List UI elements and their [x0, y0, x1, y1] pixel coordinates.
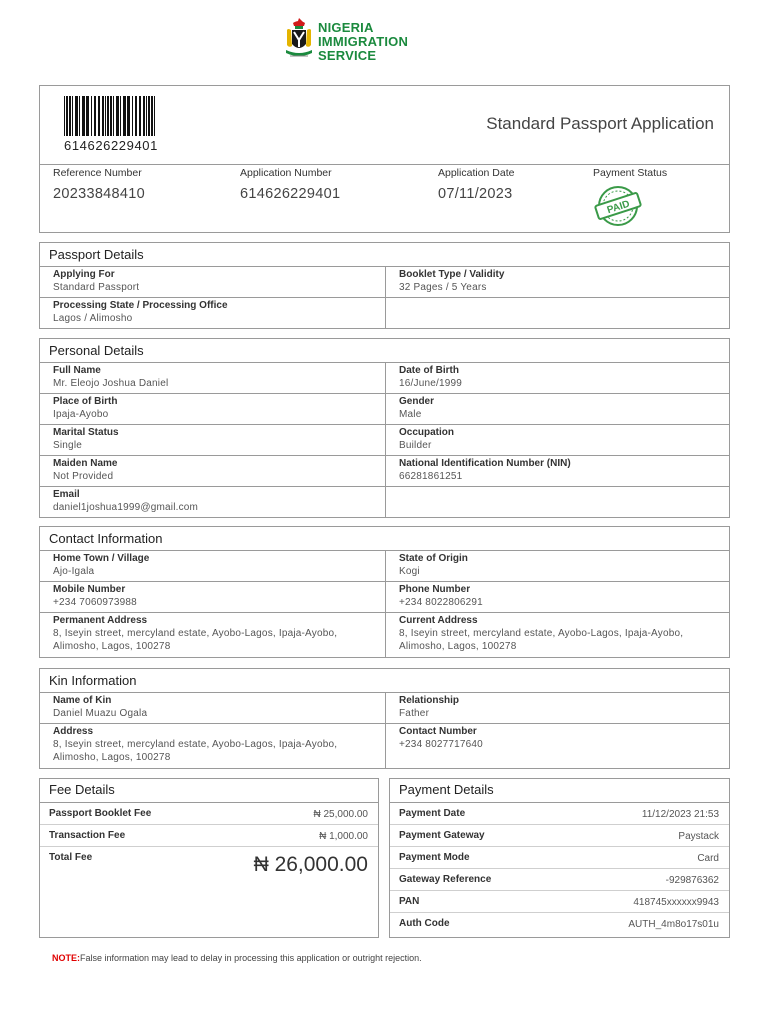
home-town-cell — [40, 551, 385, 581]
application-date-value: 07/11/2023 — [438, 186, 513, 202]
kin-information-section — [39, 668, 730, 769]
field-label: Address — [53, 726, 94, 737]
field-value: 8, Iseyin street, mercyland estate, Ayobo-Lagos, Ipaja-Ayobo, — [53, 628, 338, 639]
email-cell — [40, 487, 385, 517]
permanent-address-cell — [40, 613, 385, 657]
payment-label: Gateway Reference — [399, 874, 492, 885]
field-value-line2: Alimosho, Lagos, 100278 — [53, 752, 171, 763]
payment-value: 418745xxxxxx9943 — [633, 897, 719, 908]
field-label: Home Town / Village — [53, 553, 150, 564]
field-value: +234 8027717640 — [399, 739, 483, 750]
table-row — [40, 425, 729, 456]
payment-value: -929876362 — [665, 875, 719, 886]
table-row — [40, 298, 729, 328]
payment-row — [390, 891, 729, 913]
coat-of-arms-icon — [284, 16, 314, 62]
payment-value: AUTH_4m8o17s01u — [628, 919, 719, 930]
table-row — [40, 487, 729, 517]
fee-details-section — [39, 778, 379, 938]
payment-label: Auth Code — [399, 918, 450, 929]
field-value-line2: Alimosho, Lagos, 100278 — [399, 641, 517, 652]
table-row — [40, 363, 729, 394]
field-label: Permanent Address — [53, 615, 148, 626]
payment-row — [390, 913, 729, 935]
agency-name — [318, 21, 408, 63]
field-label: Processing State / Processing Office — [53, 300, 228, 311]
mobile-number-cell — [40, 582, 385, 612]
field-label: Occupation — [399, 427, 455, 438]
note-text: False information may lead to delay in processing this application or outright rejection. — [80, 953, 422, 963]
agency-name-line2: IMMIGRATION — [318, 34, 409, 49]
field-value: Daniel Muazu Ogala — [53, 708, 148, 719]
contact-number-cell — [385, 724, 729, 768]
maiden-name-cell — [40, 456, 385, 486]
section-title: Personal Details — [40, 339, 729, 363]
occupation-cell — [385, 425, 729, 455]
field-label: Applying For — [53, 269, 115, 280]
field-label: State of Origin — [399, 553, 468, 564]
date-of-birth-cell — [385, 363, 729, 393]
empty-cell — [385, 487, 729, 517]
fee-label: Passport Booklet Fee — [49, 808, 152, 819]
section-title: Payment Details — [390, 779, 729, 803]
application-date-label: Application Date — [438, 167, 515, 179]
place-of-birth-cell — [40, 394, 385, 424]
table-row — [40, 613, 729, 657]
field-label: Email — [53, 489, 80, 500]
nin-cell — [385, 456, 729, 486]
field-label: Marital Status — [53, 427, 119, 438]
passport-details-section — [39, 242, 730, 329]
phone-number-cell — [385, 582, 729, 612]
agency-name-line3: SERVICE — [318, 48, 377, 63]
payment-status-label: Payment Status — [593, 167, 668, 179]
table-row — [40, 456, 729, 487]
reference-number-label: Reference Number — [53, 167, 142, 179]
field-value: Male — [399, 409, 422, 420]
kin-address-cell — [40, 724, 385, 768]
payment-value: 11/12/2023 21:53 — [641, 809, 719, 820]
booklet-type-cell — [385, 267, 729, 297]
fee-row — [40, 803, 378, 825]
field-value: +234 8022806291 — [399, 597, 483, 608]
payment-value: Card — [697, 853, 719, 864]
note-label: NOTE: — [52, 953, 80, 963]
reference-number-field — [53, 167, 145, 202]
disclaimer-note — [52, 953, 422, 963]
total-fee — [40, 850, 378, 937]
empty-cell — [385, 298, 729, 328]
field-value: Not Provided — [53, 471, 114, 482]
field-value: 8, Iseyin street, mercyland estate, Ayobo-Lagos, Ipaja-Ayobo, — [53, 739, 338, 750]
total-fee-value: ₦ 26,000.00 — [253, 853, 368, 876]
payment-row — [390, 803, 729, 825]
field-value: daniel1joshua1999@gmail.com — [53, 502, 199, 513]
personal-details-section — [39, 338, 730, 518]
contact-information-section — [39, 526, 730, 658]
state-of-origin-cell — [385, 551, 729, 581]
application-summary-card — [39, 85, 730, 233]
reference-number-value: 20233848410 — [53, 186, 146, 202]
full-name-cell — [40, 363, 385, 393]
fee-label: Transaction Fee — [49, 830, 126, 841]
application-date-field — [438, 167, 514, 202]
field-value: Standard Passport — [53, 282, 140, 293]
field-value: 8, Iseyin street, mercyland estate, Ayobo-Lagos, Ipaja-Ayobo, — [399, 628, 684, 639]
section-title: Passport Details — [40, 243, 729, 267]
application-number-field — [240, 167, 340, 202]
payment-row — [390, 847, 729, 869]
field-value: Builder — [399, 440, 432, 451]
payment-label: Payment Gateway — [399, 830, 485, 841]
agency-name-line1: NIGERIA — [318, 20, 374, 35]
field-label: Contact Number — [399, 726, 477, 737]
fee-value: ₦ 25,000.00 — [313, 809, 368, 820]
application-number-label: Application Number — [240, 167, 332, 179]
barcode-icon — [64, 96, 158, 136]
field-value: +234 7060973988 — [53, 597, 137, 608]
table-row — [40, 267, 729, 298]
table-row — [40, 693, 729, 724]
fee-row — [40, 825, 378, 847]
field-value-line2: Alimosho, Lagos, 100278 — [53, 641, 171, 652]
field-label: Date of Birth — [399, 365, 459, 376]
field-label: Current Address — [399, 615, 478, 626]
current-address-cell — [385, 613, 729, 657]
payment-label: PAN — [399, 896, 420, 907]
field-value: Ipaja-Ayobo — [53, 409, 109, 420]
field-value: Single — [53, 440, 82, 451]
payment-status-field — [593, 167, 667, 179]
card-divider — [40, 164, 729, 165]
payment-value: Paystack — [678, 831, 719, 842]
field-value: Lagos / Alimosho — [53, 313, 133, 324]
field-label: Place of Birth — [53, 396, 118, 407]
field-label: National Identification Number (NIN) — [399, 458, 571, 469]
processing-office-cell — [40, 298, 385, 328]
field-label: Phone Number — [399, 584, 471, 595]
field-label: Mobile Number — [53, 584, 126, 595]
payment-label: Payment Mode — [399, 852, 470, 863]
table-row — [40, 724, 729, 768]
name-of-kin-cell — [40, 693, 385, 723]
field-label: Maiden Name — [53, 458, 118, 469]
payment-row — [390, 869, 729, 891]
paid-stamp-text: PAID — [605, 198, 632, 217]
table-row — [40, 394, 729, 425]
field-label: Booklet Type / Validity — [399, 269, 505, 280]
field-value: 16/June/1999 — [399, 378, 463, 389]
field-label: Name of Kin — [53, 695, 112, 706]
payment-details-section — [389, 778, 730, 938]
application-number-value: 614626229401 — [240, 186, 341, 202]
field-value: Kogi — [399, 566, 420, 577]
field-label: Relationship — [399, 695, 460, 706]
table-row — [40, 551, 729, 582]
total-fee-label: Total Fee — [49, 852, 93, 863]
field-label: Full Name — [53, 365, 101, 376]
section-title: Kin Information — [40, 669, 729, 693]
field-value: 66281861251 — [399, 471, 463, 482]
document-title: Standard Passport Application — [486, 114, 714, 133]
fee-value: ₦ 1,000.00 — [319, 831, 368, 842]
payment-row — [390, 825, 729, 847]
barcode-number: 614626229401 — [64, 138, 158, 153]
table-row — [40, 582, 729, 613]
field-label: Gender — [399, 396, 435, 407]
section-title: Contact Information — [40, 527, 729, 551]
applying-for-cell — [40, 267, 385, 297]
page-header — [0, 14, 768, 66]
relationship-cell — [385, 693, 729, 723]
section-title: Fee Details — [40, 779, 378, 803]
payment-label: Payment Date — [399, 808, 466, 819]
paid-stamp-icon — [593, 184, 643, 228]
field-value: Father — [399, 708, 430, 719]
field-value: 32 Pages / 5 Years — [399, 282, 487, 293]
gender-cell — [385, 394, 729, 424]
field-value: Mr. Eleojo Joshua Daniel — [53, 378, 169, 389]
field-value: Ajo-Igala — [53, 566, 95, 577]
marital-status-cell — [40, 425, 385, 455]
